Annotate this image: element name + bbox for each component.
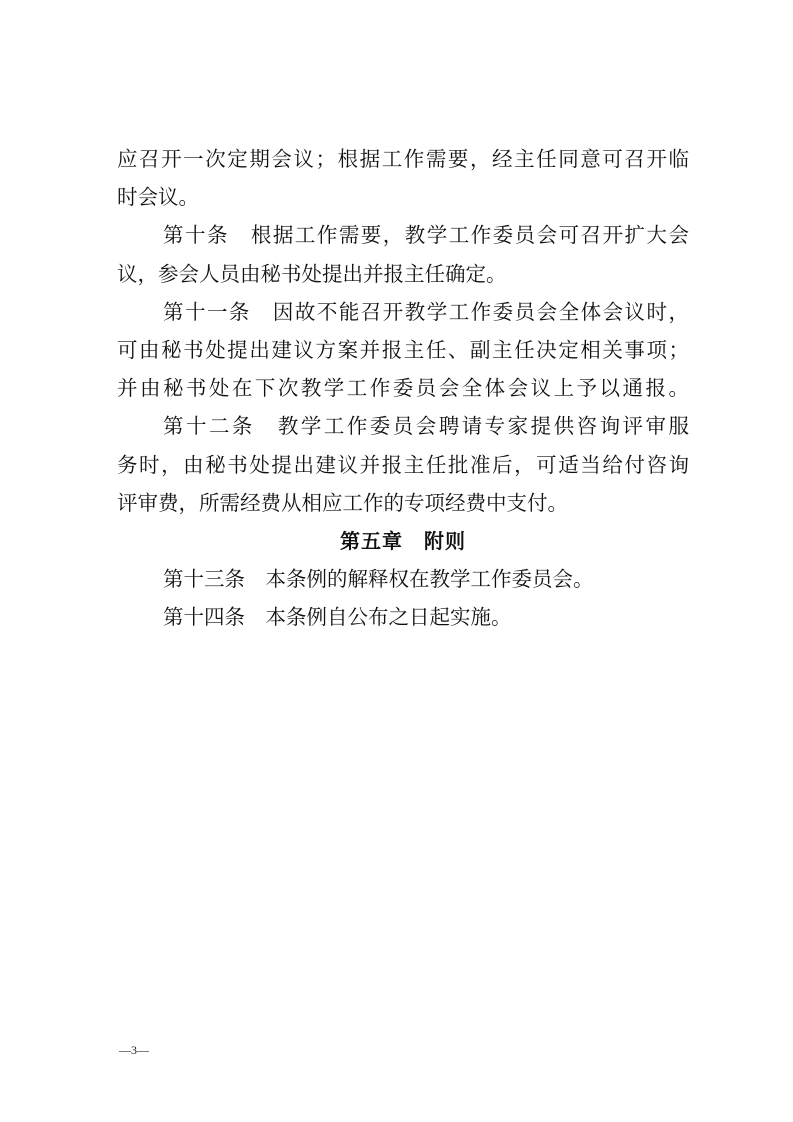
text-line: 并由秘书处在下次教学工作委员会全体会议上予以通报。 bbox=[117, 376, 689, 401]
article-11-line: 第十一条 因故不能召开教学工作委员会全体会议时， bbox=[163, 299, 689, 324]
text-line: 时会议。 bbox=[117, 185, 199, 210]
text-line: 议，参会人员由秘书处提出并报主任确定。 bbox=[117, 261, 507, 286]
article-10-line: 第十条 根据工作需要，教学工作委员会可召开扩大会 bbox=[163, 223, 689, 248]
text-line: 可由秘书处提出建议方案并报主任、副主任决定相关事项； bbox=[117, 337, 689, 362]
article-13-line: 第十三条 本条例的解释权在教学工作委员会。 bbox=[163, 567, 594, 592]
text-line: 应召开一次定期会议；根据工作需要，经主任同意可召开临 bbox=[117, 147, 689, 171]
text-line: 务时，由秘书处提出建议并报主任批准后，可适当给付咨询 bbox=[117, 452, 689, 477]
article-14-line: 第十四条 本条例自公布之日起实施。 bbox=[163, 605, 512, 630]
article-12-line: 第十二条 教学工作委员会聘请专家提供咨询评审服 bbox=[163, 414, 689, 439]
document-body bbox=[117, 140, 689, 636]
text-line: 评审费，所需经费从相应工作的专项经费中支付。 bbox=[117, 490, 568, 515]
chapter-heading: 第五章 附则 bbox=[340, 528, 466, 553]
page-number: —3— bbox=[119, 1043, 149, 1057]
